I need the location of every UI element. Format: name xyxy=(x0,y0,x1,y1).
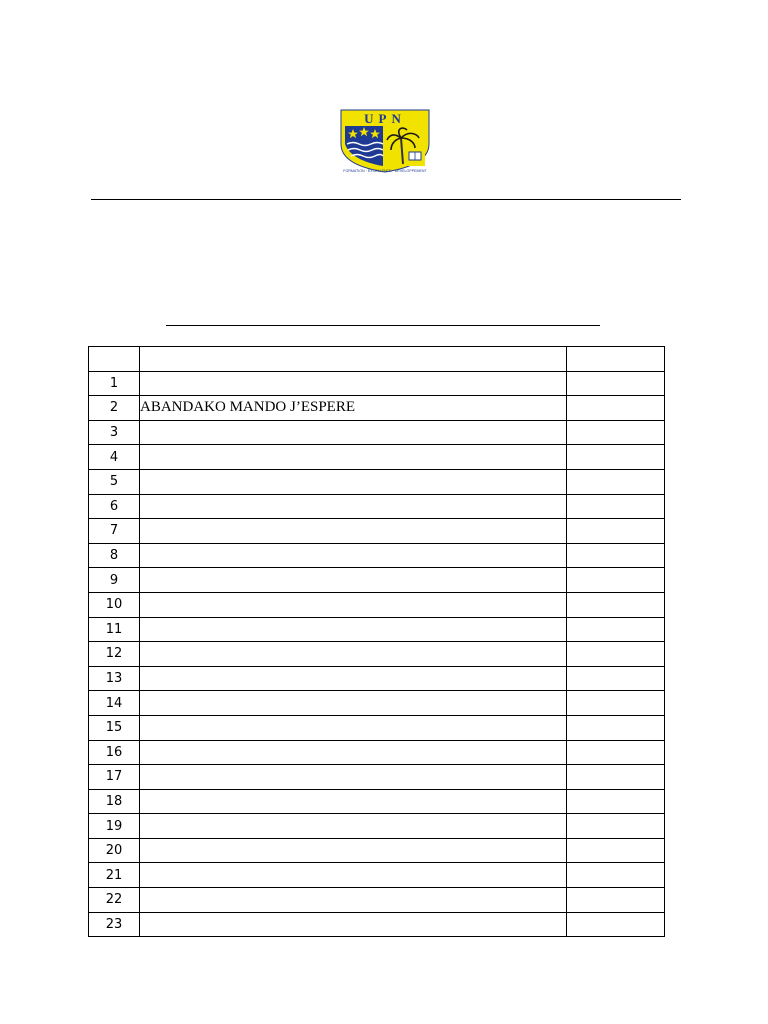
name-cell: ABANDAKO MANDO J’ESPERE xyxy=(140,396,567,421)
table-row xyxy=(89,814,665,839)
table-row xyxy=(89,469,665,494)
table-row xyxy=(89,519,665,544)
row-number-cell: 8 xyxy=(89,543,140,568)
name-cell xyxy=(140,666,567,691)
header-cell xyxy=(567,347,665,372)
extra-cell xyxy=(567,789,665,814)
extra-cell xyxy=(567,543,665,568)
row-number-cell: 7 xyxy=(89,519,140,544)
logo-motto: FORMATION · EXCELLENCE · DEVELOPPEMENT xyxy=(343,169,427,173)
table-row xyxy=(89,420,665,445)
row-number-cell: 19 xyxy=(89,814,140,839)
row-number-cell: 21 xyxy=(89,863,140,888)
name-cell xyxy=(140,568,567,593)
row-number-cell: 9 xyxy=(89,568,140,593)
table-row xyxy=(89,765,665,790)
row-number-cell: 20 xyxy=(89,838,140,863)
header-cell xyxy=(140,347,567,372)
extra-cell xyxy=(567,494,665,519)
extra-cell xyxy=(567,912,665,937)
extra-cell xyxy=(567,814,665,839)
row-number-cell: 4 xyxy=(89,445,140,470)
row-number-cell: 11 xyxy=(89,617,140,642)
name-cell xyxy=(140,838,567,863)
extra-cell xyxy=(567,715,665,740)
upn-logo xyxy=(331,108,439,174)
extra-cell xyxy=(567,519,665,544)
extra-cell xyxy=(567,666,665,691)
table-row xyxy=(89,494,665,519)
table-row xyxy=(89,592,665,617)
extra-cell xyxy=(567,863,665,888)
row-number-cell: 6 xyxy=(89,494,140,519)
row-number-cell: 16 xyxy=(89,740,140,765)
extra-cell xyxy=(567,838,665,863)
table-header-row xyxy=(89,347,665,372)
extra-cell xyxy=(567,888,665,913)
row-number-cell: 2 xyxy=(89,396,140,421)
row-number-cell: 14 xyxy=(89,691,140,716)
table-row xyxy=(89,789,665,814)
table-row xyxy=(89,888,665,913)
table-row xyxy=(89,666,665,691)
name-cell xyxy=(140,888,567,913)
extra-cell xyxy=(567,592,665,617)
title-underline xyxy=(166,325,600,326)
row-number-cell: 17 xyxy=(89,765,140,790)
extra-cell xyxy=(567,691,665,716)
row-number-cell: 3 xyxy=(89,420,140,445)
header-cell xyxy=(89,347,140,372)
name-cell xyxy=(140,740,567,765)
row-number-cell: 22 xyxy=(89,888,140,913)
name-cell xyxy=(140,445,567,470)
name-cell xyxy=(140,642,567,667)
table-row xyxy=(89,715,665,740)
logo-letters: UPN xyxy=(364,111,406,126)
table-row xyxy=(89,838,665,863)
name-cell xyxy=(140,519,567,544)
extra-cell xyxy=(567,642,665,667)
table-row xyxy=(89,543,665,568)
name-cell xyxy=(140,592,567,617)
row-number-cell: 5 xyxy=(89,469,140,494)
row-number-cell: 12 xyxy=(89,642,140,667)
table-row xyxy=(89,371,665,396)
table-row xyxy=(89,691,665,716)
row-number-cell: 15 xyxy=(89,715,140,740)
name-cell xyxy=(140,420,567,445)
name-cell xyxy=(140,814,567,839)
extra-cell xyxy=(567,740,665,765)
name-cell xyxy=(140,789,567,814)
row-number-cell: 10 xyxy=(89,592,140,617)
table-row xyxy=(89,740,665,765)
name-cell xyxy=(140,715,567,740)
name-cell xyxy=(140,617,567,642)
extra-cell xyxy=(567,469,665,494)
extra-cell xyxy=(567,445,665,470)
extra-cell xyxy=(567,617,665,642)
table-row xyxy=(89,568,665,593)
row-number-cell: 18 xyxy=(89,789,140,814)
table-row xyxy=(89,642,665,667)
name-cell xyxy=(140,371,567,396)
table-row xyxy=(89,396,665,421)
row-number-cell: 23 xyxy=(89,912,140,937)
name-cell xyxy=(140,765,567,790)
table-row xyxy=(89,445,665,470)
extra-cell xyxy=(567,396,665,421)
row-number-cell: 13 xyxy=(89,666,140,691)
extra-cell xyxy=(567,420,665,445)
name-cell xyxy=(140,691,567,716)
name-cell xyxy=(140,912,567,937)
table-row xyxy=(89,863,665,888)
student-list-table xyxy=(88,346,665,937)
name-cell xyxy=(140,543,567,568)
table-row xyxy=(89,912,665,937)
extra-cell xyxy=(567,568,665,593)
extra-cell xyxy=(567,765,665,790)
name-cell xyxy=(140,863,567,888)
name-cell xyxy=(140,494,567,519)
table-row xyxy=(89,617,665,642)
extra-cell xyxy=(567,371,665,396)
header-divider xyxy=(91,199,681,200)
name-cell xyxy=(140,469,567,494)
row-number-cell: 1 xyxy=(89,371,140,396)
